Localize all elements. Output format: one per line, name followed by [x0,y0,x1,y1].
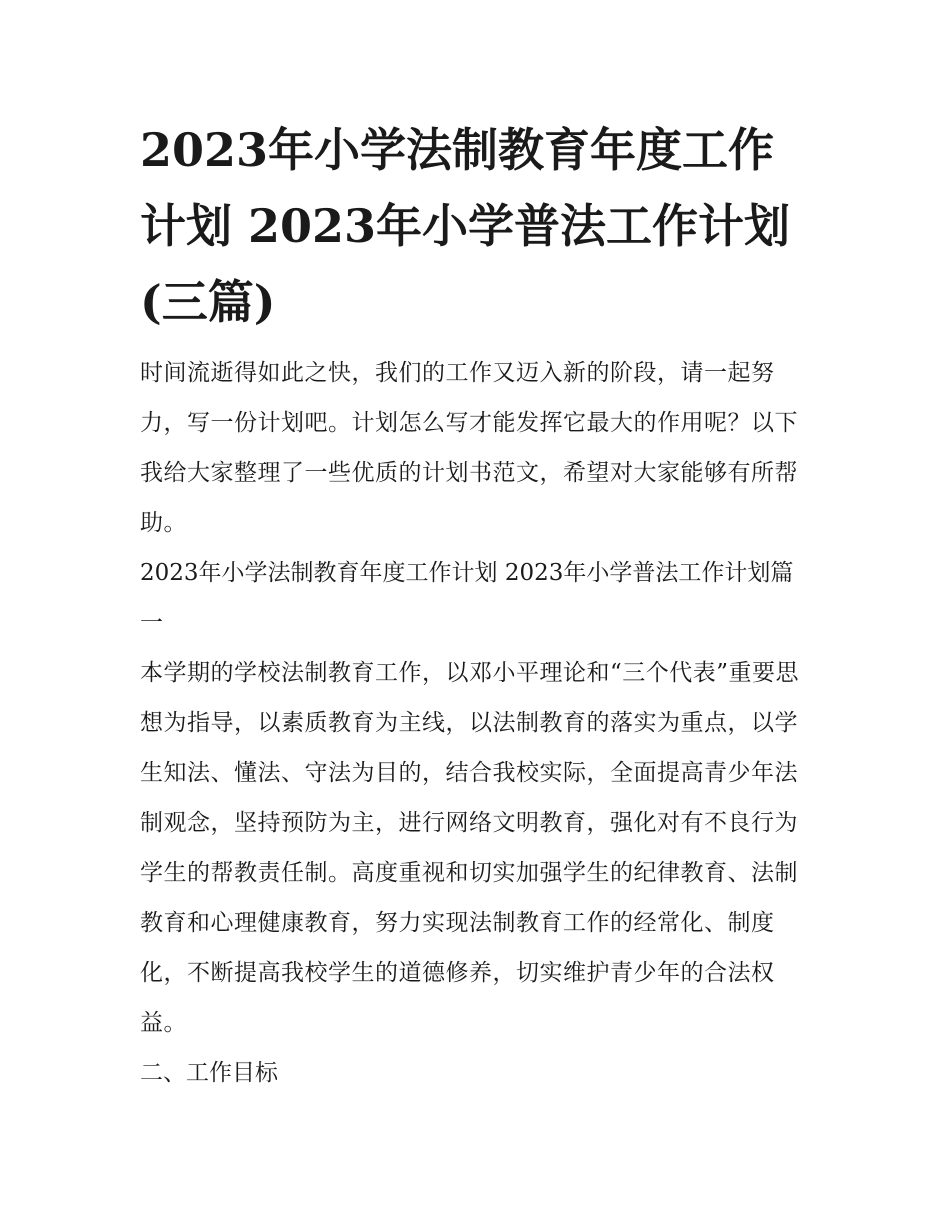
body-paragraph: 本学期的学校法制教育工作，以邓小平理论和“三个代表”重要思想为指导，以素质教育为主线，以法制教育的落实为重点，以学生知法、懂法、守法为目的，结合我校实际，全面提高青少年法制观念，坚持预防为主，进行网络文明教育，强化对有不良行为学生的帮教责任制。高度重视和切实加强学生的纪律教育、法制教育和心理健康教育，努力实现法制教育工作的经常化、制度化，不断提高我校学生的道德修养，切实维护青少年的合法权益。 [140,660,800,1036]
subheading-work-goals: 二、工作目标 [140,1060,278,1086]
document-page [140,112,812,1098]
section-heading: 2023年小学法制教育年度工作计划 2023年小学普法工作计划篇一 [140,560,794,636]
document-title: 2023年小学法制教育年度工作计划 2023年小学普法工作计划(三篇) [140,123,791,329]
intro-paragraph: 时间流逝得如此之快，我们的工作又迈入新的阶段，请一起努力，写一份计划吧。计划怎么写才能发挥它最大的作用呢？以下我给大家整理了一些优质的计划书范文，希望对大家能够有所帮助。 [140,360,798,536]
